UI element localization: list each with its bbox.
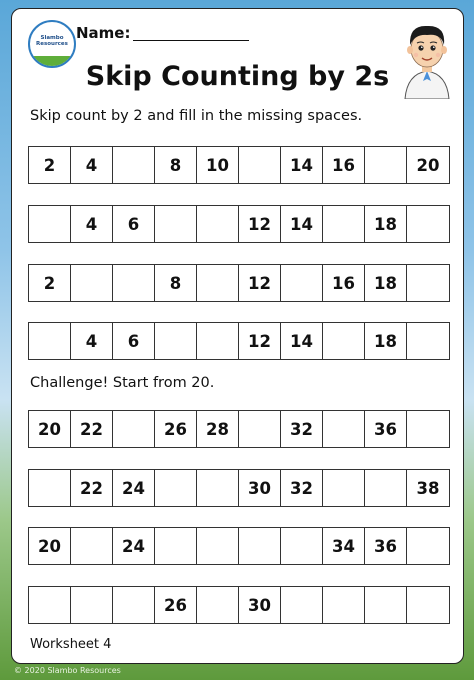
page-title: Skip Counting by 2s (85, 61, 390, 92)
number-cell: 12 (239, 206, 281, 242)
blank-number-cell[interactable] (365, 470, 407, 506)
number-cell: 18 (365, 206, 407, 242)
number-cell: 18 (365, 323, 407, 359)
number-cell: 26 (155, 411, 197, 447)
number-cell: 12 (239, 265, 281, 301)
blank-number-cell[interactable] (197, 528, 239, 564)
blank-number-cell[interactable] (407, 528, 449, 564)
blank-number-cell[interactable] (155, 206, 197, 242)
name-label: Name: (76, 24, 131, 42)
number-cell: 16 (323, 265, 365, 301)
blank-number-cell[interactable] (281, 587, 323, 623)
blank-number-cell[interactable] (239, 528, 281, 564)
blank-number-cell[interactable] (407, 206, 449, 242)
blank-number-cell[interactable] (29, 470, 71, 506)
number-row (28, 146, 450, 184)
blank-number-cell[interactable] (407, 411, 449, 447)
blank-number-cell[interactable] (323, 206, 365, 242)
blank-number-cell[interactable] (29, 323, 71, 359)
number-cell: 20 (29, 411, 71, 447)
blank-number-cell[interactable] (71, 587, 113, 623)
logo-text: Slambo Resources (36, 35, 68, 47)
number-cell: 10 (197, 147, 239, 183)
number-cell: 6 (113, 206, 155, 242)
number-cell: 4 (71, 323, 113, 359)
number-row (28, 322, 450, 360)
blank-number-cell[interactable] (113, 587, 155, 623)
worksheet-page (11, 8, 464, 664)
blank-number-cell[interactable] (197, 265, 239, 301)
number-cell: 4 (71, 147, 113, 183)
number-cell: 2 (29, 265, 71, 301)
blank-number-cell[interactable] (113, 265, 155, 301)
number-cell: 30 (239, 470, 281, 506)
blank-number-cell[interactable] (113, 147, 155, 183)
blank-number-cell[interactable] (155, 470, 197, 506)
number-cell: 36 (365, 411, 407, 447)
number-cell: 34 (323, 528, 365, 564)
number-cell: 36 (365, 528, 407, 564)
challenge-text: Challenge! Start from 20. (30, 375, 215, 391)
number-cell: 22 (71, 411, 113, 447)
blank-number-cell[interactable] (365, 147, 407, 183)
number-cell: 2 (29, 147, 71, 183)
number-cell: 32 (281, 411, 323, 447)
blank-number-cell[interactable] (407, 587, 449, 623)
number-cell: 6 (113, 323, 155, 359)
blank-number-cell[interactable] (71, 265, 113, 301)
blank-number-cell[interactable] (197, 470, 239, 506)
number-cell: 18 (365, 265, 407, 301)
blank-number-cell[interactable] (197, 323, 239, 359)
number-row (28, 527, 450, 565)
number-cell: 14 (281, 206, 323, 242)
number-row (28, 264, 450, 302)
copyright-text: © 2020 Slambo Resources (14, 666, 121, 675)
blank-number-cell[interactable] (407, 323, 449, 359)
blank-number-cell[interactable] (323, 470, 365, 506)
number-row (28, 586, 450, 624)
number-row (28, 205, 450, 243)
blank-number-cell[interactable] (113, 411, 155, 447)
number-cell: 12 (239, 323, 281, 359)
instructions-text: Skip count by 2 and fill in the missing spaces. (30, 108, 363, 124)
number-cell: 4 (71, 206, 113, 242)
number-cell: 24 (113, 528, 155, 564)
number-cell: 38 (416, 478, 440, 498)
blank-number-cell[interactable] (407, 265, 449, 301)
blank-number-cell[interactable] (365, 587, 407, 623)
name-field[interactable] (133, 40, 249, 41)
blank-number-cell[interactable] (239, 411, 281, 447)
number-cell: 14 (281, 147, 323, 183)
blank-number-cell[interactable] (323, 323, 365, 359)
blank-number-cell[interactable] (239, 147, 281, 183)
blank-number-cell[interactable] (155, 323, 197, 359)
blank-number-cell[interactable] (323, 587, 365, 623)
number-cell: 14 (281, 323, 323, 359)
number-row (28, 410, 450, 448)
blank-number-cell[interactable] (71, 528, 113, 564)
number-cell: 26 (155, 587, 197, 623)
number-cell: 30 (239, 587, 281, 623)
number-cell: 20 (416, 155, 440, 175)
number-cell: 32 (281, 470, 323, 506)
blank-number-cell[interactable] (197, 587, 239, 623)
number-row (28, 469, 450, 507)
number-cell: 20 (29, 528, 71, 564)
blank-number-cell[interactable] (323, 411, 365, 447)
number-cell: 28 (197, 411, 239, 447)
worksheet-number: Worksheet 4 (30, 637, 112, 652)
number-cell: 8 (155, 147, 197, 183)
number-cell: 8 (155, 265, 197, 301)
blank-number-cell[interactable] (155, 528, 197, 564)
number-cell: 24 (113, 470, 155, 506)
blank-number-cell[interactable] (29, 587, 71, 623)
blank-number-cell[interactable] (29, 206, 71, 242)
number-cell: 16 (323, 147, 365, 183)
number-cell: 22 (71, 470, 113, 506)
blank-number-cell[interactable] (281, 528, 323, 564)
blank-number-cell[interactable] (281, 265, 323, 301)
blank-number-cell[interactable] (197, 206, 239, 242)
